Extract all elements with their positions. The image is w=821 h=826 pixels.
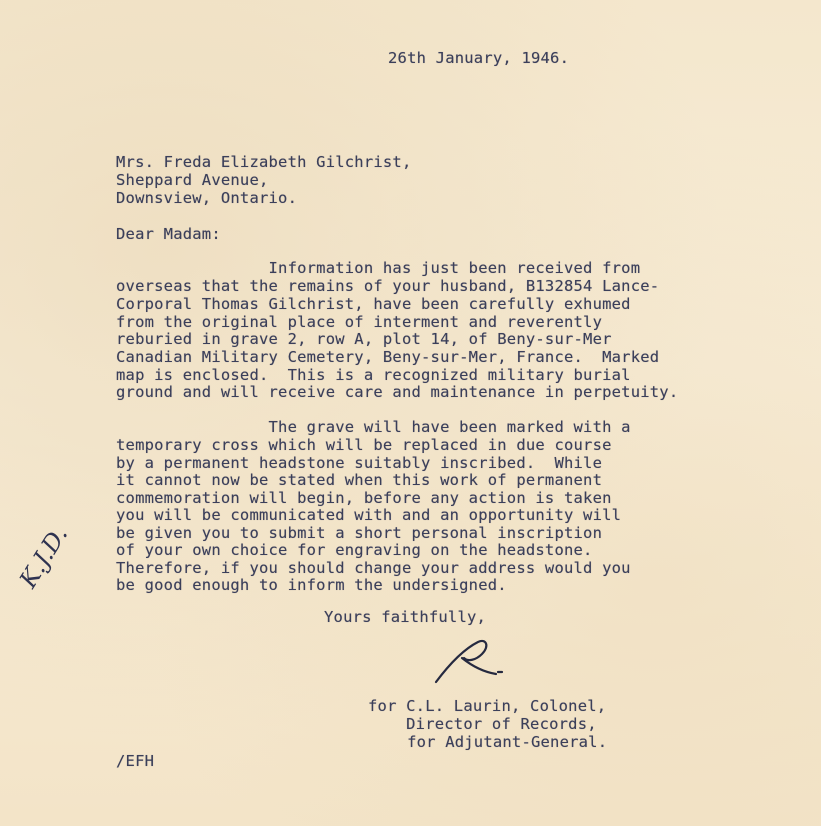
paragraph1-line: Canadian Military Cemetery, Beny-sur-Mer, France. Marked [116, 348, 660, 366]
paragraph1-line: overseas that the remains of your husband, B132854 Lance- [116, 277, 660, 295]
signature-line-1: for C.L. Laurin, Colonel, [368, 697, 607, 715]
recipient-city: Downsview, Ontario. [116, 189, 298, 207]
paragraph2-line: by a permanent headstone suitably inscribed. While [116, 454, 603, 472]
paragraph1-line: map is enclosed. This is a recognized military burial [116, 366, 631, 384]
paragraph1-line: ground and will receive care and maintenance in perpetuity. [116, 383, 679, 401]
recipient-name: Mrs. Freda Elizabeth Gilchrist, [116, 153, 412, 171]
closing: Yours faithfully, [324, 608, 487, 626]
paragraph2-line: be given you to submit a short personal inscription [116, 524, 603, 542]
paragraph2-line: Therefore, if you should change your address would you [116, 559, 631, 577]
paragraph2-line: be good enough to inform the undersigned. [116, 576, 507, 594]
signature-line-2: Director of Records, [368, 715, 597, 733]
salutation: Dear Madam: [116, 225, 221, 243]
reference-initials: /EFH [116, 752, 155, 770]
paragraph1-line: Corporal Thomas Gilchrist, have been carefully exhumed [116, 295, 631, 313]
recipient-street: Sheppard Avenue, [116, 171, 269, 189]
paragraph2-line: it cannot now be stated when this work of permanent [116, 471, 603, 489]
signature-line-3: for Adjutant-General. [388, 733, 608, 751]
paragraph1-line: Information has just been received from [116, 259, 641, 277]
paragraph2-line: The grave will have been marked with a [116, 418, 631, 436]
paragraph2-line: you will be communicated with and an opportunity will [116, 506, 622, 524]
paragraph2-line: commemoration will begin, before any action is taken [116, 489, 612, 507]
paragraph1-line: from the original place of interment and reverently [116, 313, 603, 331]
letter-date: 26th January, 1946. [388, 49, 570, 67]
margin-handwritten-initials: K.J.D. [14, 521, 74, 593]
signature-mark [432, 636, 504, 686]
paragraph2-line: of your own choice for engraving on the headstone. [116, 541, 593, 559]
paragraph1-line: reburied in grave 2, row A, plot 14, of Beny-sur-Mer [116, 330, 612, 348]
paragraph2-line: temporary cross which will be replaced in due course [116, 436, 612, 454]
